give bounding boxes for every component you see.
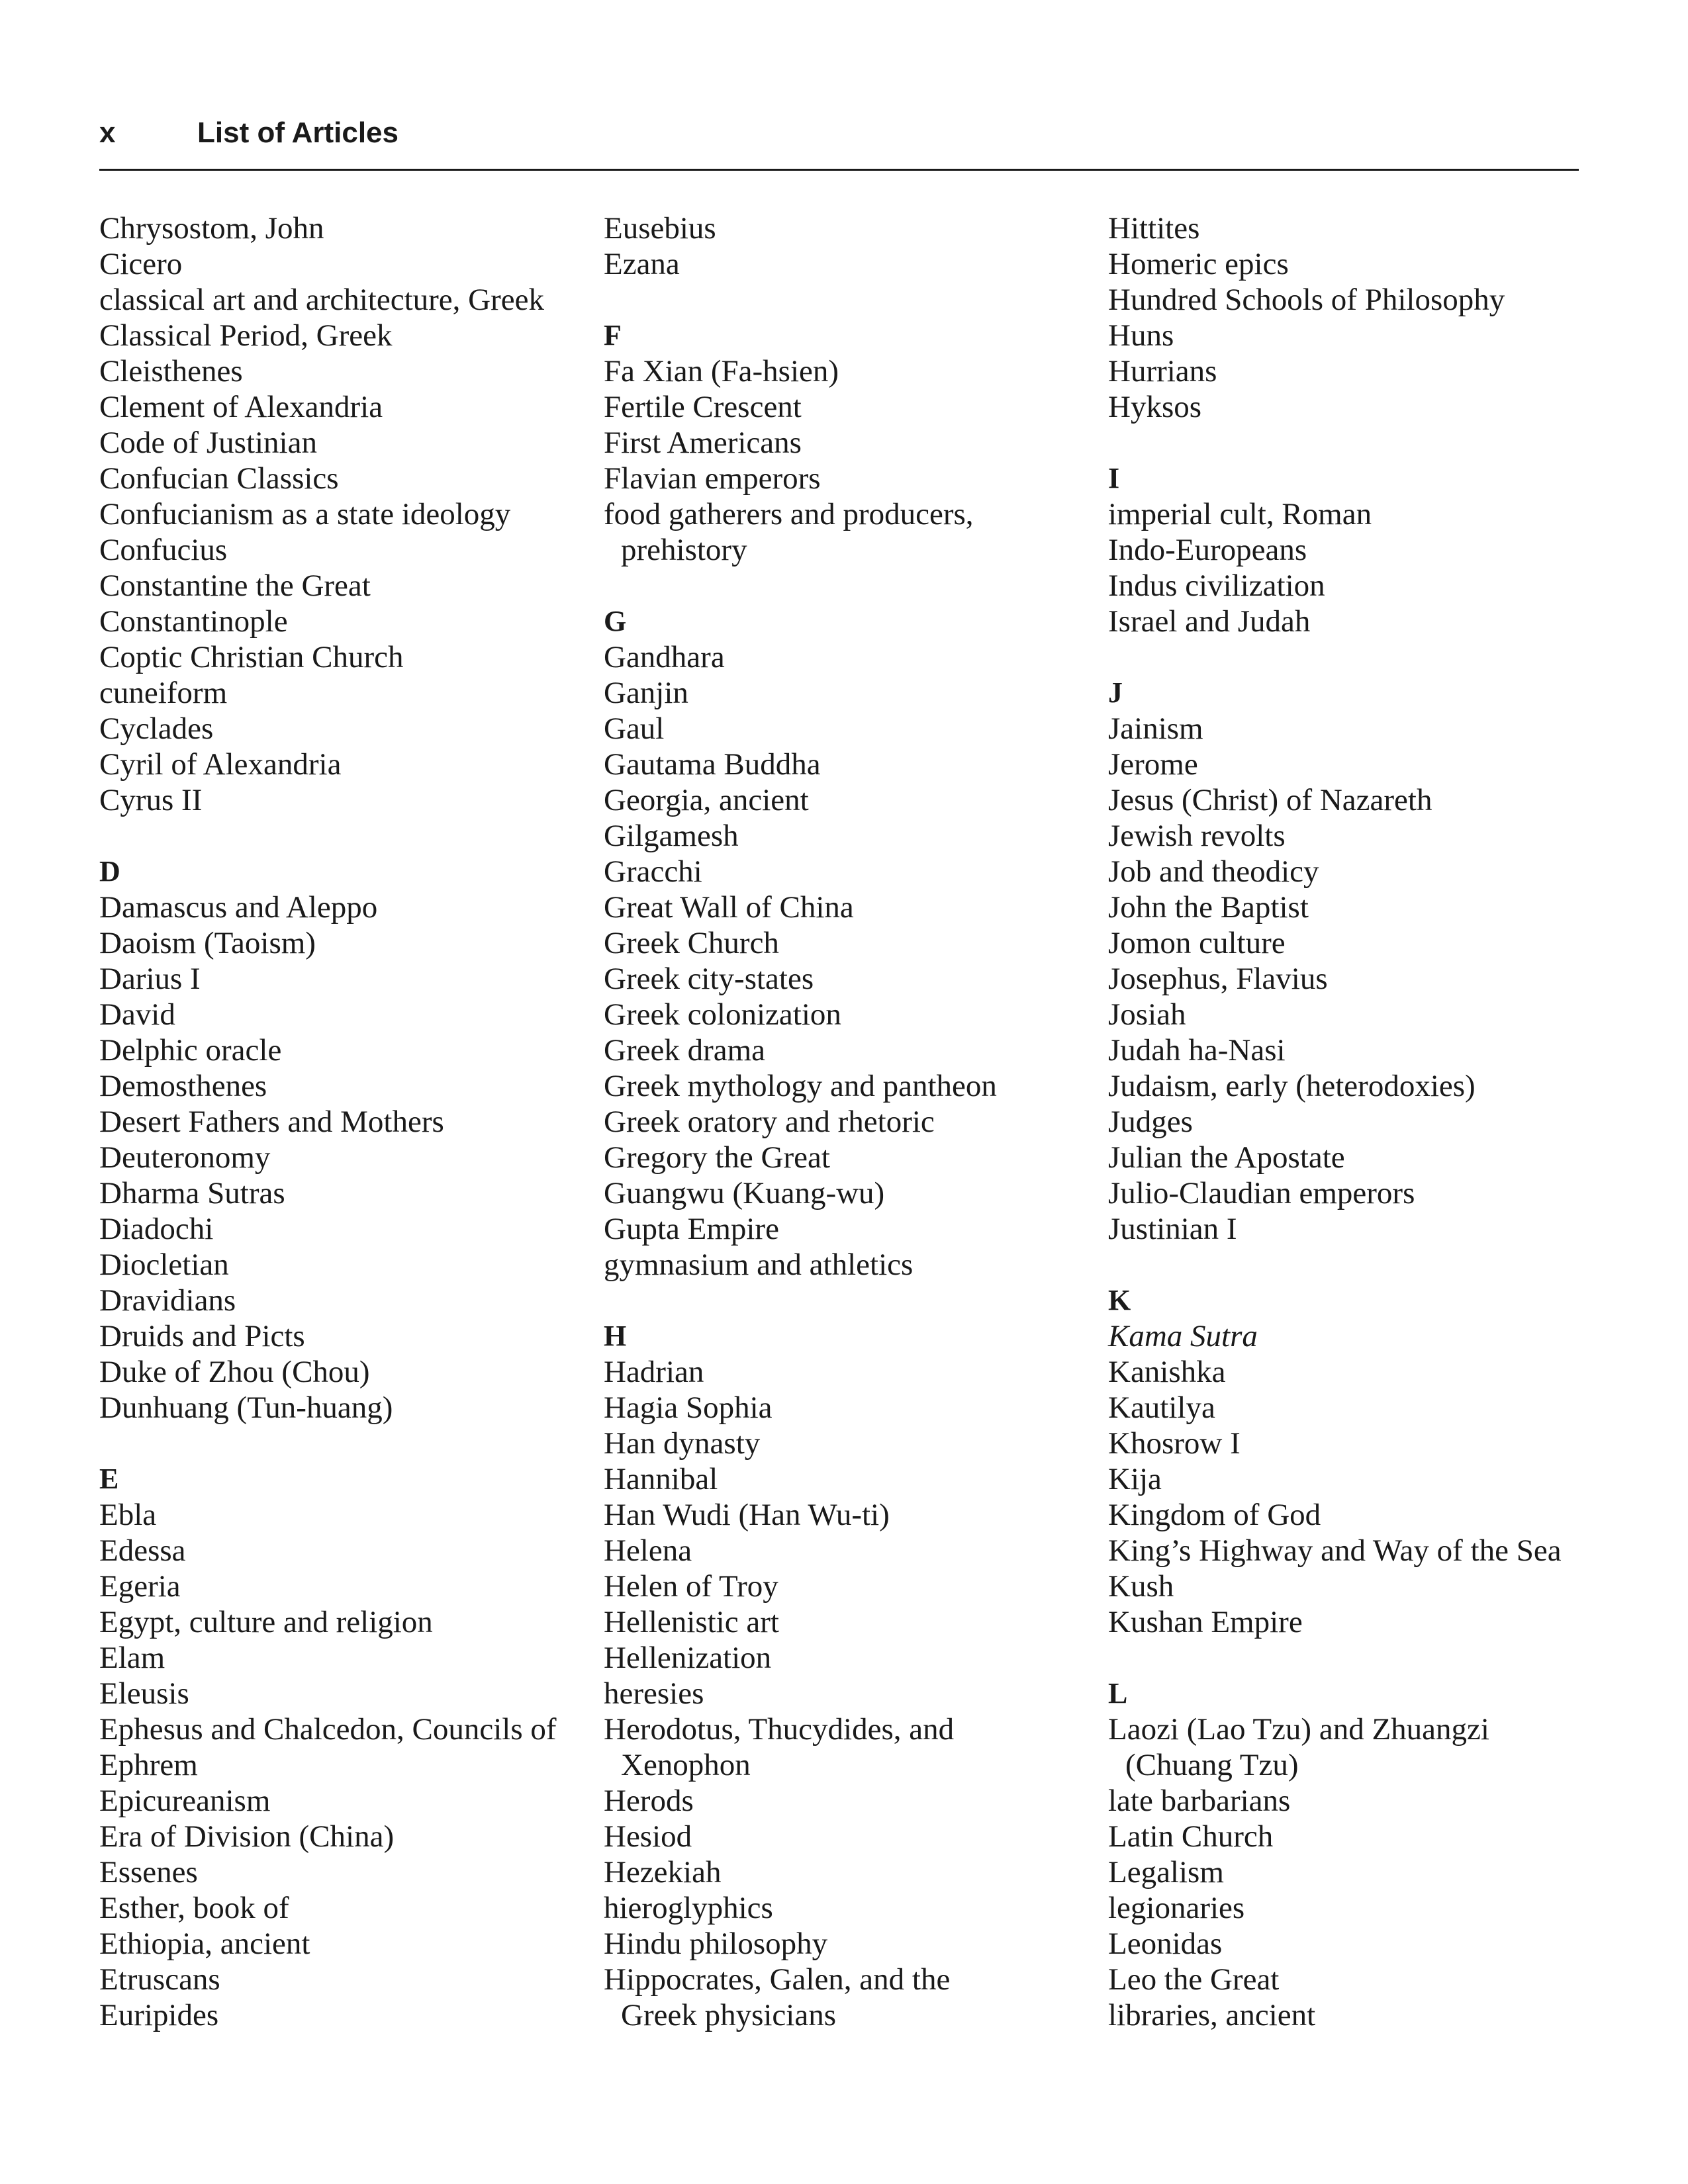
section-letter: J <box>1108 676 1123 709</box>
article-entry: Fa Xian (Fa-hsien) <box>604 354 839 388</box>
section-gap <box>1108 639 1585 675</box>
article-entry: Duke of Zhou (Chou) <box>99 1355 370 1389</box>
article-entry: Eleusis <box>99 1676 189 1711</box>
article-entry: Georgia, ancient <box>604 783 809 817</box>
article-entry: Diocletian <box>99 1248 229 1282</box>
article-entry: Egypt, culture and religion <box>99 1605 433 1639</box>
article-entry: Dunhuang (Tun-huang) <box>99 1390 393 1425</box>
section-letter: D <box>99 855 120 887</box>
article-column-1 <box>99 210 583 2033</box>
article-entry: Ethiopia, ancient <box>99 1927 310 1961</box>
article-entry: Classical Period, Greek <box>99 318 393 353</box>
article-entry: Egeria <box>99 1569 181 1604</box>
article-entry: Herodotus, Thucydides, and <box>604 1712 955 1747</box>
article-entry: Greek oratory and rhetoric <box>604 1105 935 1139</box>
article-entry: Ephesus and Chalcedon, Councils of <box>99 1712 557 1747</box>
section-letter: F <box>604 319 622 351</box>
article-entry: Hurrians <box>1108 354 1217 388</box>
section-letter: H <box>604 1320 627 1352</box>
article-entry: Constantine the Great <box>99 569 371 603</box>
article-entry: Han dynasty <box>604 1426 761 1461</box>
article-entry-continuation: Xenophon <box>621 1748 751 1782</box>
article-entry: Esther, book of <box>99 1891 289 1925</box>
section-letter: K <box>1108 1284 1131 1316</box>
article-entry: Greek drama <box>604 1033 765 1068</box>
article-entry: Hyksos <box>1108 390 1202 424</box>
article-entry: Leonidas <box>1108 1927 1223 1961</box>
article-entry: Helen of Troy <box>604 1569 778 1604</box>
article-entry: Epicureanism <box>99 1784 271 1818</box>
article-entry: Job and theodicy <box>1108 854 1319 889</box>
article-entry: gymnasium and athletics <box>604 1248 914 1282</box>
article-entry: Josephus, Flavius <box>1108 962 1328 996</box>
article-entry: Greek Church <box>604 926 779 960</box>
article-entry: Khosrow I <box>1108 1426 1241 1461</box>
article-entry: Edessa <box>99 1533 186 1568</box>
article-entry: Cyclades <box>99 711 214 746</box>
article-column-3 <box>1108 210 1585 2033</box>
article-entry: cuneiform <box>99 676 228 710</box>
section-gap <box>99 1426 583 1461</box>
article-entry: Kanishka <box>1108 1355 1226 1389</box>
article-entry: hieroglyphics <box>604 1891 773 1925</box>
article-entry: Julian the Apostate <box>1108 1140 1345 1175</box>
section-letter: L <box>1108 1677 1128 1709</box>
article-entry: Hindu philosophy <box>604 1927 828 1961</box>
article-entry: Elam <box>99 1641 165 1675</box>
section-gap <box>1108 1640 1585 1676</box>
article-entry: Laozi (Lao Tzu) and Zhuangzi <box>1108 1712 1489 1747</box>
article-entry: Gregory the Great <box>604 1140 830 1175</box>
article-entry: Diadochi <box>99 1212 214 1246</box>
article-entry: John the Baptist <box>1108 890 1309 925</box>
article-entry: Confucianism as a state ideology <box>99 497 511 531</box>
section-gap <box>604 282 1087 318</box>
article-entry: Helena <box>604 1533 692 1568</box>
article-entry: Kushan Empire <box>1108 1605 1303 1639</box>
article-entry: Eusebius <box>604 211 716 246</box>
article-entry: Cleisthenes <box>99 354 243 388</box>
article-entry-continuation: Greek physicians <box>621 1998 836 2032</box>
article-entry: Josiah <box>1108 997 1186 1032</box>
article-entry: Flavian emperors <box>604 461 821 496</box>
article-entry: Ebla <box>99 1498 157 1532</box>
article-entry: Ephrem <box>99 1748 198 1782</box>
article-entry: Kautilya <box>1108 1390 1215 1425</box>
article-entry: Dharma Sutras <box>99 1176 285 1210</box>
article-entry: Hellenization <box>604 1641 772 1675</box>
page-number: x <box>99 116 116 149</box>
article-entry: Han Wudi (Han Wu-ti) <box>604 1498 890 1532</box>
article-entry: Ezana <box>604 247 680 281</box>
article-entry: Deuteronomy <box>99 1140 271 1175</box>
article-entry: Indo-Europeans <box>1108 533 1307 567</box>
article-entry: Darius I <box>99 962 201 996</box>
article-entry: Ganjin <box>604 676 688 710</box>
article-entry: Judges <box>1108 1105 1193 1139</box>
article-entry: Hellenistic art <box>604 1605 779 1639</box>
article-entry: food gatherers and producers, <box>604 497 974 531</box>
article-entry: Guangwu (Kuang-wu) <box>604 1176 885 1210</box>
article-entry: Gandhara <box>604 640 725 674</box>
article-entry: Damascus and Aleppo <box>99 890 378 925</box>
article-entry: Legalism <box>1108 1855 1224 1889</box>
article-entry: Hundred Schools of Philosophy <box>1108 283 1505 317</box>
section-letter: E <box>99 1463 119 1495</box>
article-entry: Fertile Crescent <box>604 390 802 424</box>
article-entry: Greek city-states <box>604 962 814 996</box>
article-entry: Cicero <box>99 247 183 281</box>
article-entry: Essenes <box>99 1855 198 1889</box>
article-entry-continuation: (Chuang Tzu) <box>1125 1748 1299 1782</box>
article-entry: Hesiod <box>604 1819 692 1854</box>
article-entry: libraries, ancient <box>1108 1998 1316 2032</box>
article-entry: Great Wall of China <box>604 890 854 925</box>
article-entry: Indus civilization <box>1108 569 1325 603</box>
article-entry: Hippocrates, Galen, and the <box>604 1962 951 1997</box>
article-entry: Coptic Christian Church <box>99 640 404 674</box>
article-entry: Greek colonization <box>604 997 841 1032</box>
article-entry: Judah ha-Nasi <box>1108 1033 1286 1068</box>
article-entry: late barbarians <box>1108 1784 1291 1818</box>
running-title: List of Articles <box>197 116 399 149</box>
section-gap <box>99 818 583 854</box>
article-entry: Israel and Judah <box>1108 604 1311 639</box>
article-entry: Dravidians <box>99 1283 236 1318</box>
section-letter: I <box>1108 462 1120 494</box>
article-entry-continuation: prehistory <box>621 533 747 567</box>
article-entry: Confucius <box>99 533 228 567</box>
article-entry: Delphic oracle <box>99 1033 282 1068</box>
article-entry: Jerome <box>1108 747 1198 782</box>
article-entry: Hittites <box>1108 211 1200 246</box>
section-gap <box>604 1283 1087 1318</box>
article-entry: Julio-Claudian emperors <box>1108 1176 1415 1210</box>
article-entry: Hezekiah <box>604 1855 722 1889</box>
article-entry: Hannibal <box>604 1462 718 1496</box>
article-entry: Judaism, early (heterodoxies) <box>1108 1069 1476 1103</box>
article-entry: Jesus (Christ) of Nazareth <box>1108 783 1432 817</box>
article-entry: Herods <box>604 1784 694 1818</box>
article-entry: Demosthenes <box>99 1069 267 1103</box>
article-entry: Code of Justinian <box>99 426 317 460</box>
article-entry: Cyrus II <box>99 783 203 817</box>
article-entry: Cyril of Alexandria <box>99 747 342 782</box>
article-column-2 <box>604 210 1087 2033</box>
article-entry: Hagia Sophia <box>604 1390 773 1425</box>
article-entry: classical art and architecture, Greek <box>99 283 544 317</box>
article-entry: Hadrian <box>604 1355 704 1389</box>
article-entry: imperial cult, Roman <box>1108 497 1372 531</box>
article-entry: Druids and Picts <box>99 1319 305 1353</box>
article-entry: Jainism <box>1108 711 1203 746</box>
article-entry: Justinian I <box>1108 1212 1237 1246</box>
article-entry: King’s Highway and Way of the Sea <box>1108 1533 1562 1568</box>
article-entry: Era of Division (China) <box>99 1819 395 1854</box>
section-gap <box>1108 1247 1585 1283</box>
article-entry: heresies <box>604 1676 704 1711</box>
article-entry: Homeric epics <box>1108 247 1289 281</box>
article-entry: legionaries <box>1108 1891 1245 1925</box>
article-entry: Kama Sutra <box>1108 1319 1258 1353</box>
article-entry: Greek mythology and pantheon <box>604 1069 997 1103</box>
article-entry: Gracchi <box>604 854 702 889</box>
article-entry: Latin Church <box>1108 1819 1274 1854</box>
running-header <box>99 111 1579 171</box>
article-entry: First Americans <box>604 426 802 460</box>
article-entry: Etruscans <box>99 1962 220 1997</box>
article-entry: Jomon culture <box>1108 926 1286 960</box>
article-entry: Daoism (Taoism) <box>99 926 316 960</box>
article-entry: Jewish revolts <box>1108 819 1286 853</box>
section-gap <box>604 568 1087 604</box>
article-entry: David <box>99 997 175 1032</box>
article-entry: Leo the Great <box>1108 1962 1280 1997</box>
article-entry: Gilgamesh <box>604 819 739 853</box>
article-entry: Gautama Buddha <box>604 747 821 782</box>
article-entry: Constantinople <box>99 604 288 639</box>
article-entry: Kija <box>1108 1462 1162 1496</box>
article-entry: Kingdom of God <box>1108 1498 1321 1532</box>
article-entry: Clement of Alexandria <box>99 390 383 424</box>
article-entry: Euripides <box>99 1998 219 2032</box>
article-entry: Desert Fathers and Mothers <box>99 1105 444 1139</box>
article-entry: Confucian Classics <box>99 461 339 496</box>
article-entry: Chrysostom, John <box>99 211 324 246</box>
section-gap <box>1108 425 1585 461</box>
section-letter: G <box>604 605 627 637</box>
article-entry: Huns <box>1108 318 1174 353</box>
article-entry: Kush <box>1108 1569 1174 1604</box>
article-entry: Gaul <box>604 711 665 746</box>
article-entry: Gupta Empire <box>604 1212 779 1246</box>
